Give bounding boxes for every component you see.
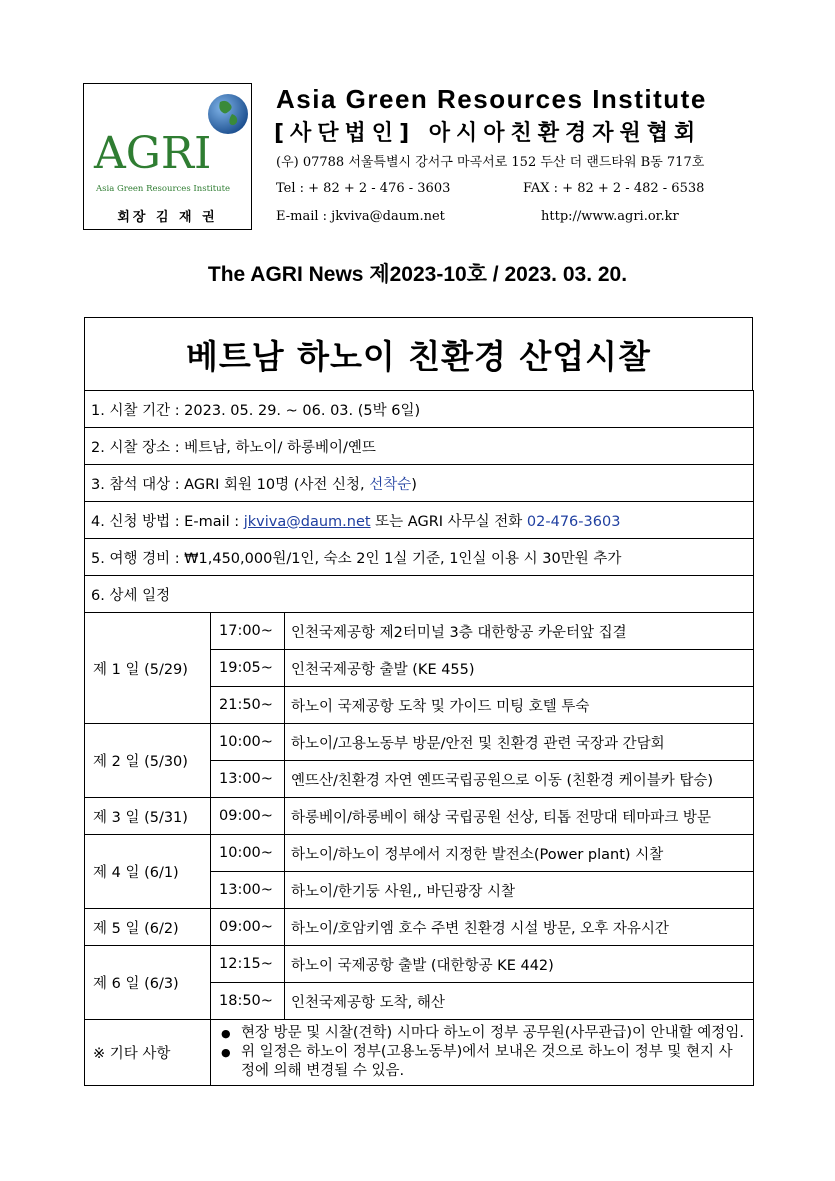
- schedule-desc: 인천국제공항 제2터미널 3층 대한항공 카운터앞 집결: [285, 613, 754, 650]
- cost-row: 5. 여행 경비 : ₩1,450,000원/1인, 숙소 2인 1실 기준, 1인실 이용 시 30만원 추가: [85, 539, 754, 576]
- schedule-desc: 인천국제공항 도착, 해산: [285, 983, 754, 1020]
- schedule-desc: 하롱베이/하롱베이 해상 국립공원 선상, 티톱 전망대 테마파크 방문: [285, 798, 754, 835]
- schedule-row: [85, 946, 754, 983]
- schedule-day: 제 1 일 (5/29): [85, 613, 211, 724]
- target-highlight: 선착순: [369, 476, 412, 493]
- fax: FAX : + 82 + 2 - 482 - 6538: [523, 181, 705, 196]
- schedule-desc: 하노이/고용노동부 방문/안전 및 친환경 관련 국장과 간담회: [285, 724, 754, 761]
- agri-logo: [83, 83, 252, 230]
- address: (우) 07788 서울특별시 강서구 마곡서로 152 두산 더 랜드타워 B동 717호: [276, 155, 705, 170]
- target-suffix: ): [411, 476, 417, 493]
- schedule-time: 17:00~: [211, 613, 285, 650]
- schedule-day: 제 2 일 (5/30): [85, 724, 211, 798]
- schedule-day: 제 3 일 (5/31): [85, 798, 211, 835]
- org-name-en: Asia Green Resources Institute: [276, 84, 707, 114]
- apply-prefix: 4. 신청 방법 : E-mail :: [91, 513, 244, 530]
- chairman-label: 회장 김 재 권: [117, 210, 218, 225]
- page-title: 베트남 하노이 친환경 산업시찰: [84, 317, 753, 390]
- news-issue-line: The AGRI News 제2023-10호 / 2023. 03. 20.: [207, 263, 628, 286]
- detail-heading: 6. 상세 일정: [85, 576, 754, 613]
- schedule-desc: 인천국제공항 출발 (KE 455): [285, 650, 754, 687]
- org-name-ko: [사단법인] 아시아친환경자원협회: [274, 121, 702, 146]
- logo-tagline: Asia Green Resources Institute: [96, 184, 231, 194]
- tel: Tel : + 82 + 2 - 476 - 3603: [276, 181, 451, 196]
- period-row: 1. 시찰 기간 : 2023. 05. 29. ~ 06. 03. (5박 6일): [85, 391, 754, 428]
- target-prefix: 3. 참석 대상 : AGRI 회원 10명 (사전 신청,: [91, 476, 370, 493]
- apply-phone: 02-476-3603: [526, 513, 621, 530]
- logo-wordmark: AGRI: [94, 128, 212, 179]
- schedule-time: 19:05~: [211, 650, 285, 687]
- schedule-time: 21:50~: [211, 687, 285, 724]
- schedule-time: 10:00~: [211, 724, 285, 761]
- notes-row: [85, 1020, 754, 1086]
- schedule-time: 10:00~: [211, 835, 285, 872]
- schedule-day: 제 4 일 (6/1): [85, 835, 211, 909]
- schedule-time: 13:00~: [211, 761, 285, 798]
- place-row: 2. 시찰 장소 : 베트남, 하노이/ 하롱베이/옌뜨: [85, 428, 754, 465]
- schedule-row: [85, 798, 754, 835]
- globe-icon: [206, 92, 250, 136]
- schedule-row: [85, 724, 754, 761]
- notes-list: [219, 1024, 745, 1081]
- schedule-time: 13:00~: [211, 872, 285, 909]
- notes-item: ● 위 일정은 하노이 정부(고용노동부)에서 보내온 것으로 하노이 정부 및 현지 사정에 의해 변경될 수 있음.: [241, 1043, 745, 1081]
- website: http://www.agri.or.kr: [541, 209, 679, 224]
- schedule-row: [85, 835, 754, 872]
- notes-label: ※ 기타 사항: [85, 1020, 211, 1086]
- schedule-table: [84, 390, 754, 1086]
- target-row: [85, 465, 754, 502]
- apply-email-link[interactable]: jkviva@daum.net: [243, 513, 371, 530]
- schedule-day: 제 6 일 (6/3): [85, 946, 211, 1020]
- schedule-row: [85, 613, 754, 650]
- schedule-time: 09:00~: [211, 798, 285, 835]
- schedule-row: [85, 909, 754, 946]
- schedule-desc: 하노이/하노이 정부에서 지정한 발전소(Power plant) 시찰: [285, 835, 754, 872]
- schedule-desc: 하노이 국제공항 도착 및 가이드 미팅 호텔 투숙: [285, 687, 754, 724]
- schedule-time: 12:15~: [211, 946, 285, 983]
- schedule-desc: 옌뜨산/친환경 자연 옌뜨국립공원으로 이동 (친환경 케이블카 탑승): [285, 761, 754, 798]
- schedule-time: 09:00~: [211, 909, 285, 946]
- email: E-mail : jkviva@daum.net: [276, 209, 445, 224]
- apply-middle: 또는 AGRI 사무실 전화: [370, 513, 527, 530]
- schedule-desc: 하노이/호암키엠 호수 주변 친환경 시설 방문, 오후 자유시간: [285, 909, 754, 946]
- schedule-desc: 하노이/한기둥 사원,, 바딘광장 시찰: [285, 872, 754, 909]
- apply-row: [85, 502, 754, 539]
- notes-content: [211, 1020, 754, 1086]
- notes-item: ● 현장 방문 및 시찰(견학) 시마다 하노이 정부 공무원(사무관급)이 안내할 예정임.: [241, 1024, 745, 1043]
- schedule-desc: 하노이 국제공항 출발 (대한항공 KE 442): [285, 946, 754, 983]
- schedule-time: 18:50~: [211, 983, 285, 1020]
- schedule-day: 제 5 일 (6/2): [85, 909, 211, 946]
